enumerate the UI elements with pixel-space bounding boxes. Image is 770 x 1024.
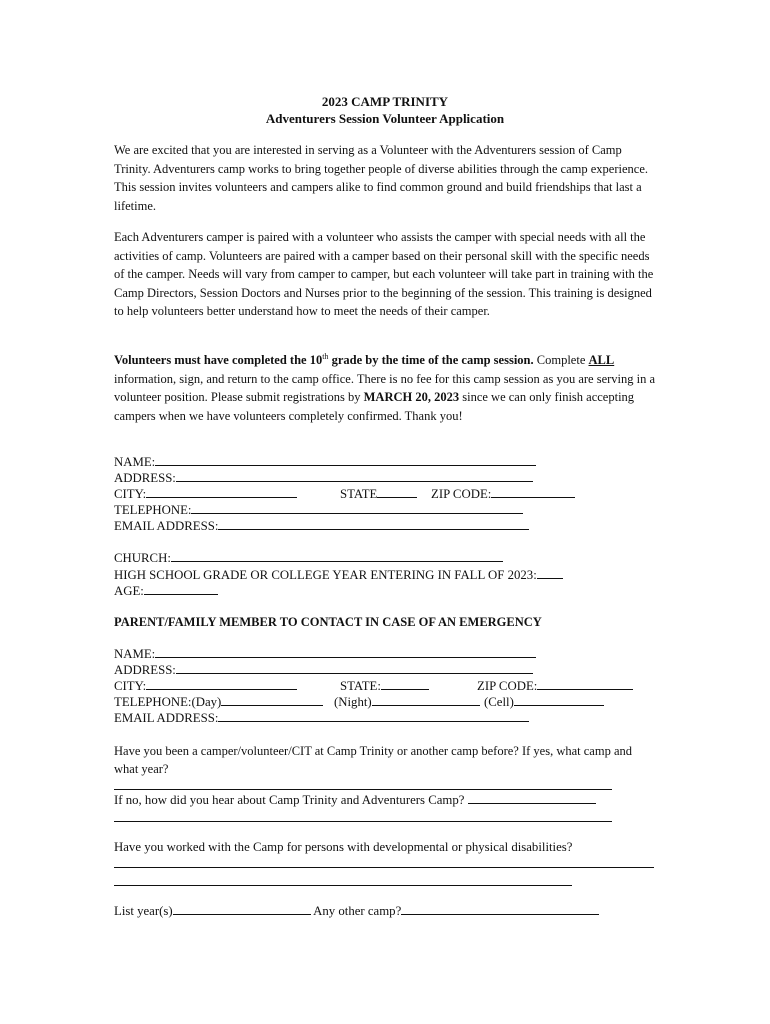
age-label: AGE:	[114, 584, 144, 598]
other-camp-field[interactable]	[401, 903, 599, 915]
requirements-paragraph	[114, 351, 656, 425]
grade-field[interactable]	[537, 567, 563, 579]
applicant-name-row	[114, 454, 536, 470]
req-text-b: information, sign, and return to the camp office. There is no fee for this camp session as you are serving in a volunteer position. Please submit registrations by	[114, 371, 656, 405]
emergency-state-label: STATE:	[340, 679, 381, 693]
emergency-zip-field[interactable]	[537, 678, 633, 690]
emergency-address-row	[114, 662, 533, 678]
applicant-city-field[interactable]	[146, 486, 297, 498]
req-all: ALL	[588, 353, 615, 367]
emergency-cell-field[interactable]	[514, 694, 604, 706]
question-camper-before: Have you been a camper/volunteer/CIT at Camp Trinity or another camp before? If yes, what camp and what year?	[114, 744, 632, 776]
applicant-telephone-field[interactable]	[191, 502, 523, 514]
emergency-address-label: ADDRESS:	[114, 663, 176, 677]
intro-paragraph: We are excited that you are interested in serving as a Volunteer with the Adventurers session of Camp Trinity. Adventurers camp works to bring together people of diverse abilities through the camp experience. This session invites volunteers and campers alike to find common ground and build friendships that last a lifetime.	[114, 143, 649, 213]
applicant-city-label: CITY:	[114, 487, 147, 501]
req-text-a: Complete	[533, 353, 589, 367]
emergency-name-field[interactable]	[155, 646, 536, 658]
applicant-zip-label: ZIP CODE:	[431, 487, 492, 501]
camper-before-answer-line[interactable]	[114, 789, 612, 790]
applicant-state-label: STATE	[340, 487, 378, 501]
emergency-telephone-row	[114, 694, 323, 710]
req-sup: th	[322, 351, 329, 361]
question-hear-about: If no, how did you hear about Camp Trinity and Adventurers Camp?	[114, 793, 468, 807]
age-field[interactable]	[144, 583, 218, 595]
emergency-zip-row	[477, 678, 633, 694]
emergency-telephone-day-label: TELEPHONE:(Day)	[114, 695, 222, 709]
applicant-zip-field[interactable]	[491, 486, 575, 498]
req-deadline: MARCH 20, 2023	[363, 390, 460, 405]
hear-about-answer-line[interactable]	[114, 821, 612, 822]
emergency-state-row	[340, 678, 429, 694]
emergency-night-field[interactable]	[372, 694, 480, 706]
applicant-address-row	[114, 470, 533, 486]
list-years-label: List year(s)	[114, 904, 173, 918]
emergency-zip-label: ZIP CODE:	[477, 679, 538, 693]
req-text-c: since we can only finish accepting campers when we have volunteers completely confirmed. Thank you!	[114, 390, 635, 423]
emergency-email-field[interactable]	[218, 710, 529, 722]
worked-with-answer-line-1[interactable]	[114, 867, 654, 868]
emergency-address-field[interactable]	[176, 662, 533, 674]
emergency-cell-label: (Cell)	[484, 695, 514, 709]
church-row	[114, 550, 503, 566]
applicant-state-field[interactable]	[377, 486, 417, 498]
applicant-email-label: EMAIL ADDRESS:	[114, 519, 219, 533]
emergency-city-field[interactable]	[146, 678, 297, 690]
emergency-night-row	[334, 694, 480, 710]
grade-row	[114, 567, 563, 583]
emergency-name-label: NAME:	[114, 647, 156, 661]
doc-subtitle: Adventurers Session Volunteer Application	[265, 111, 505, 126]
applicant-state-row	[340, 486, 417, 502]
church-field[interactable]	[171, 550, 503, 562]
list-years-field[interactable]	[173, 903, 311, 915]
pairing-paragraph: Each Adventurers camper is paired with a volunteer who assists the camper with special needs with all the activities of camp. Volunteers are paired with a camper based on their personal skill with the specific needs of the camper. Needs will vary from camper to camper, but each volunteer will take part in training with the Camp Directors, Session Doctors and Nurses prior to the beginning of the session. This training is designed to help volunteers better understand how to meet the needs of their camper.	[114, 230, 654, 319]
emergency-city-row	[114, 678, 297, 694]
emergency-heading: PARENT/FAMILY MEMBER TO CONTACT IN CASE OF AN EMERGENCY	[114, 615, 542, 629]
applicant-city-row	[114, 486, 297, 502]
emergency-night-label: (Night)	[334, 695, 372, 709]
applicant-email-row	[114, 518, 529, 534]
emergency-telephone-day-field[interactable]	[221, 694, 323, 706]
applicant-zip-row	[431, 486, 575, 502]
worked-with-answer-line-2[interactable]	[114, 885, 572, 886]
req-bold-a: Volunteers must have completed the 10	[114, 353, 323, 367]
applicant-address-label: ADDRESS:	[114, 471, 176, 485]
emergency-email-label: EMAIL ADDRESS:	[114, 711, 219, 725]
emergency-state-field[interactable]	[381, 678, 429, 690]
question-worked-with: Have you worked with the Camp for persons with developmental or physical disabilities?	[114, 840, 573, 854]
req-bold-b: grade by the time of the camp session.	[328, 353, 534, 367]
hear-about-row	[114, 792, 596, 808]
age-row	[114, 583, 218, 599]
applicant-name-field[interactable]	[155, 454, 536, 466]
hear-about-field[interactable]	[468, 792, 596, 804]
other-camp-label: Any other camp?	[310, 904, 402, 918]
applicant-telephone-row	[114, 502, 523, 518]
emergency-email-row	[114, 710, 529, 726]
applicant-email-field[interactable]	[218, 518, 529, 530]
applicant-name-label: NAME:	[114, 455, 156, 469]
doc-title: 2023 CAMP TRINITY	[321, 94, 449, 109]
list-years-row	[114, 903, 599, 919]
applicant-address-field[interactable]	[176, 470, 533, 482]
emergency-cell-row	[484, 694, 604, 710]
emergency-name-row	[114, 646, 536, 662]
emergency-city-label: CITY:	[114, 679, 147, 693]
church-label: CHURCH:	[114, 551, 171, 565]
applicant-telephone-label: TELEPHONE:	[114, 503, 192, 517]
grade-label: HIGH SCHOOL GRADE OR COLLEGE YEAR ENTERING IN FALL OF 2023:	[114, 568, 537, 582]
